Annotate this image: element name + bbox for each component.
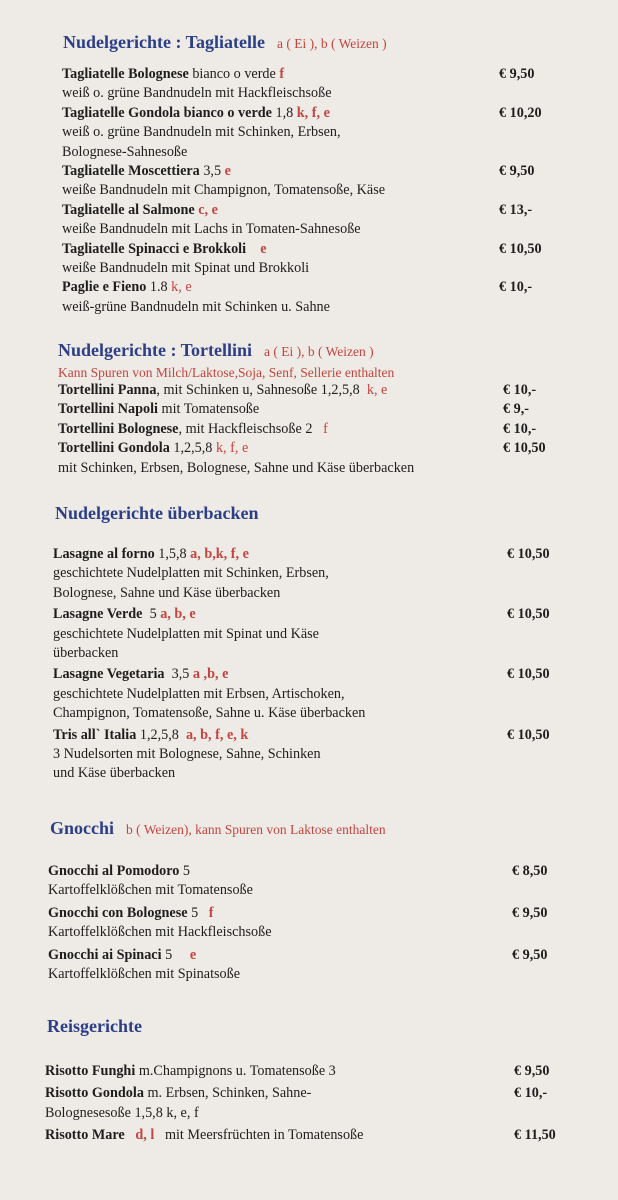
item-name: Lasagne Verde xyxy=(53,606,143,623)
item-extra: 1,2,5,8 xyxy=(136,726,186,743)
allergen-codes: k, f, e xyxy=(296,104,330,121)
item-description: Bolognese-Sahnesoße xyxy=(62,143,188,160)
allergen-codes: c, e xyxy=(198,201,218,218)
item-description: Kartoffelklößchen mit Hackfleischsoße xyxy=(48,924,272,941)
item-name: Tagliatelle Bolognese xyxy=(62,66,189,82)
item-description: 3 Nudelsorten mit Bolognese, Sahne, Schinken xyxy=(53,746,321,763)
item-extra: 1,5,8 xyxy=(154,546,191,562)
item-price: € 13,- xyxy=(499,201,533,218)
menu-item xyxy=(45,1062,585,1081)
item-name: Tagliatelle Gondola bianco o verde xyxy=(62,104,272,121)
allergen-codes: a, b, e xyxy=(160,606,196,623)
item-extra: , mit Hackfleischsoße 2 xyxy=(178,420,324,437)
item-name: Tagliatelle al Salmone xyxy=(62,201,195,218)
section-title: Nudelgerichte : Tortellini xyxy=(58,340,252,360)
menu-item xyxy=(53,605,573,663)
menu-item xyxy=(62,201,562,240)
item-description: weiß o. grüne Bandnudeln mit Schinken, Erbsen, xyxy=(62,124,341,141)
item-description: weiße Bandnudeln mit Champignon, Tomatensoße, Käse xyxy=(62,182,386,199)
item-extra: m.Champignons u. Tomatensoße 3 xyxy=(135,1063,336,1079)
item-price: € 10,- xyxy=(503,420,537,437)
item-extra: 5 xyxy=(187,904,209,921)
item-description: überbacken xyxy=(53,645,119,662)
section-tortellini xyxy=(0,340,618,476)
menu-item xyxy=(53,665,573,723)
allergen-codes: d, l xyxy=(135,1127,155,1144)
menu-item xyxy=(58,420,568,439)
item-description: Bolognese, Sahne und Käse überbacken xyxy=(53,584,281,601)
allergen-codes: a ,b, e xyxy=(192,666,229,683)
item-extra-tail: mit Meersfrüchten in Tomatensoße xyxy=(154,1127,364,1144)
item-description: geschichtete Nudelplatten mit Spinat und Käse xyxy=(53,625,319,642)
item-description: weiß-grüne Bandnudeln mit Schinken u. Sahne xyxy=(62,298,330,315)
section-tagliatelle xyxy=(0,32,618,315)
allergen-codes: e xyxy=(260,240,267,257)
item-price: € 9,50 xyxy=(499,163,535,180)
item-name: Lasagne Vegetaria xyxy=(53,666,165,683)
section-title: Nudelgerichte überbacken xyxy=(55,503,259,523)
menu-item xyxy=(48,904,578,943)
item-extra: bianco o verde xyxy=(188,66,276,82)
menu-item xyxy=(62,104,562,162)
item-extra xyxy=(125,1127,136,1143)
item-description: geschichtete Nudelplatten mit Schinken, Erbsen, xyxy=(53,565,329,582)
item-name: Paglie e Fieno xyxy=(62,279,147,296)
item-name: Tortellini Panna xyxy=(58,382,157,398)
menu-item xyxy=(45,1084,585,1123)
item-description: und Käse überbacken xyxy=(53,765,176,782)
allergen-codes: a, b,k, f, e xyxy=(190,546,249,562)
item-price: € 10,50 xyxy=(503,440,546,457)
section-reisgerichte xyxy=(0,1016,618,1144)
allergen-codes: k, e xyxy=(171,279,192,296)
item-name: Risotto Gondola xyxy=(45,1085,144,1102)
allergen-codes: e xyxy=(224,163,231,180)
item-name: Gnocchi con Bolognese xyxy=(48,904,188,921)
section-subnote: Kann Spuren von Milch/Laktose,Soja, Senf, Sellerie enthalten xyxy=(58,365,395,380)
item-extra: mit Tomatensoße xyxy=(157,401,260,418)
item-price: € 10,50 xyxy=(507,606,550,623)
item-price: € 10,- xyxy=(514,1085,548,1102)
item-name: Tris all` Italia xyxy=(53,726,137,743)
item-price: € 10,- xyxy=(503,382,537,398)
item-name: Lasagne al forno xyxy=(53,546,155,562)
item-price: € 11,50 xyxy=(514,1127,556,1144)
menu-item xyxy=(62,240,562,279)
item-price: € 9,- xyxy=(503,401,530,418)
menu-item xyxy=(45,1126,585,1145)
item-name: Risotto Funghi xyxy=(45,1063,136,1079)
item-extra: , mit Schinken u, Sahnesoße 1,2,5,8 xyxy=(156,382,367,398)
item-description: Kartoffelklößchen mit Spinatsoße xyxy=(48,966,241,983)
item-extra: m. Erbsen, Schinken, Sahne- xyxy=(143,1085,312,1102)
item-name: Tortellini Bolognese xyxy=(58,420,179,437)
menu-item xyxy=(58,381,568,400)
section-title: Gnocchi xyxy=(50,818,115,838)
item-extra: 1.8 xyxy=(146,279,172,296)
item-price: € 10,20 xyxy=(499,104,542,121)
item-name: Tagliatelle Moscettiera xyxy=(62,163,200,180)
section-ueberbacken xyxy=(0,503,618,782)
item-name: Gnocchi al Pomodoro xyxy=(48,863,180,879)
section-title: Nudelgerichte : Tagliatelle xyxy=(63,32,265,52)
item-description: Champignon, Tomatensoße, Sahne u. Käse überbacken xyxy=(53,705,366,722)
section-note: a ( Ei ), b ( Weizen ) xyxy=(263,344,374,359)
item-price: € 10,- xyxy=(499,279,533,296)
item-price: € 9,50 xyxy=(512,904,548,921)
item-description: mit Schinken, Erbsen, Bolognese, Sahne und Käse überbacken xyxy=(58,459,415,476)
item-price: € 9,50 xyxy=(499,66,535,82)
allergen-codes: f xyxy=(208,904,214,921)
menu-item xyxy=(48,862,578,901)
item-description: Kartoffelklößchen mit Tomatensoße xyxy=(48,882,253,899)
item-price: € 8,50 xyxy=(512,863,548,879)
menu-item xyxy=(58,400,568,419)
item-price: € 10,50 xyxy=(507,666,550,683)
allergen-codes: e xyxy=(189,946,197,963)
menu-item xyxy=(58,439,568,478)
section-title: Reisgerichte xyxy=(47,1016,142,1036)
item-price: € 10,50 xyxy=(507,546,550,562)
item-price: € 9,50 xyxy=(514,1063,550,1079)
section-note: b ( Weizen), kann Spuren von Laktose enthalten xyxy=(126,822,386,837)
item-name: Tagliatelle Spinacci e Brokkoli xyxy=(62,240,247,257)
item-extra: 3,5 xyxy=(164,666,193,683)
item-name: Tortellini Napoli xyxy=(58,401,158,418)
item-description: geschichtete Nudelplatten mit Erbsen, Artischoken, xyxy=(53,685,345,702)
item-name: Gnocchi ai Spinaci xyxy=(48,946,162,963)
allergen-codes: f xyxy=(279,66,285,82)
allergen-codes: k, e xyxy=(366,382,388,398)
menu-item xyxy=(48,946,578,985)
item-description: weiße Bandnudeln mit Spinat und Brokkoli xyxy=(62,260,310,277)
item-extra: 5 xyxy=(161,946,190,963)
section-note: a ( Ei ), b ( Weizen ) xyxy=(276,36,387,51)
item-price: € 9,50 xyxy=(512,946,548,963)
item-description: weiße Bandnudeln mit Lachs in Tomaten-Sahnesoße xyxy=(62,221,361,238)
section-gnocchi xyxy=(0,818,618,983)
item-extra: 1,2,5,8 xyxy=(169,440,216,457)
item-extra: 5 xyxy=(142,606,161,623)
allergen-codes: f xyxy=(323,420,328,437)
item-description: weiß o. grüne Bandnudeln mit Hackfleischsoße xyxy=(62,85,332,102)
menu-item xyxy=(62,278,562,317)
item-extra: 5 xyxy=(179,863,191,879)
menu-item xyxy=(53,545,573,603)
item-price: € 10,50 xyxy=(507,726,550,743)
menu-item xyxy=(62,162,562,201)
item-name: Risotto Mare xyxy=(45,1127,125,1144)
menu-item xyxy=(53,726,573,784)
allergen-codes: a, b, f, e, k xyxy=(185,726,249,743)
item-extra xyxy=(246,241,260,257)
item-description: Bolognesesoße 1,5,8 k, e, f xyxy=(45,1104,199,1121)
allergen-codes: k, f, e xyxy=(215,440,249,457)
menu-item xyxy=(62,65,562,104)
item-price: € 10,50 xyxy=(499,240,542,257)
item-name: Tortellini Gondola xyxy=(58,440,170,457)
item-extra: 3,5 xyxy=(199,163,225,180)
item-extra: 1,8 xyxy=(271,104,297,121)
